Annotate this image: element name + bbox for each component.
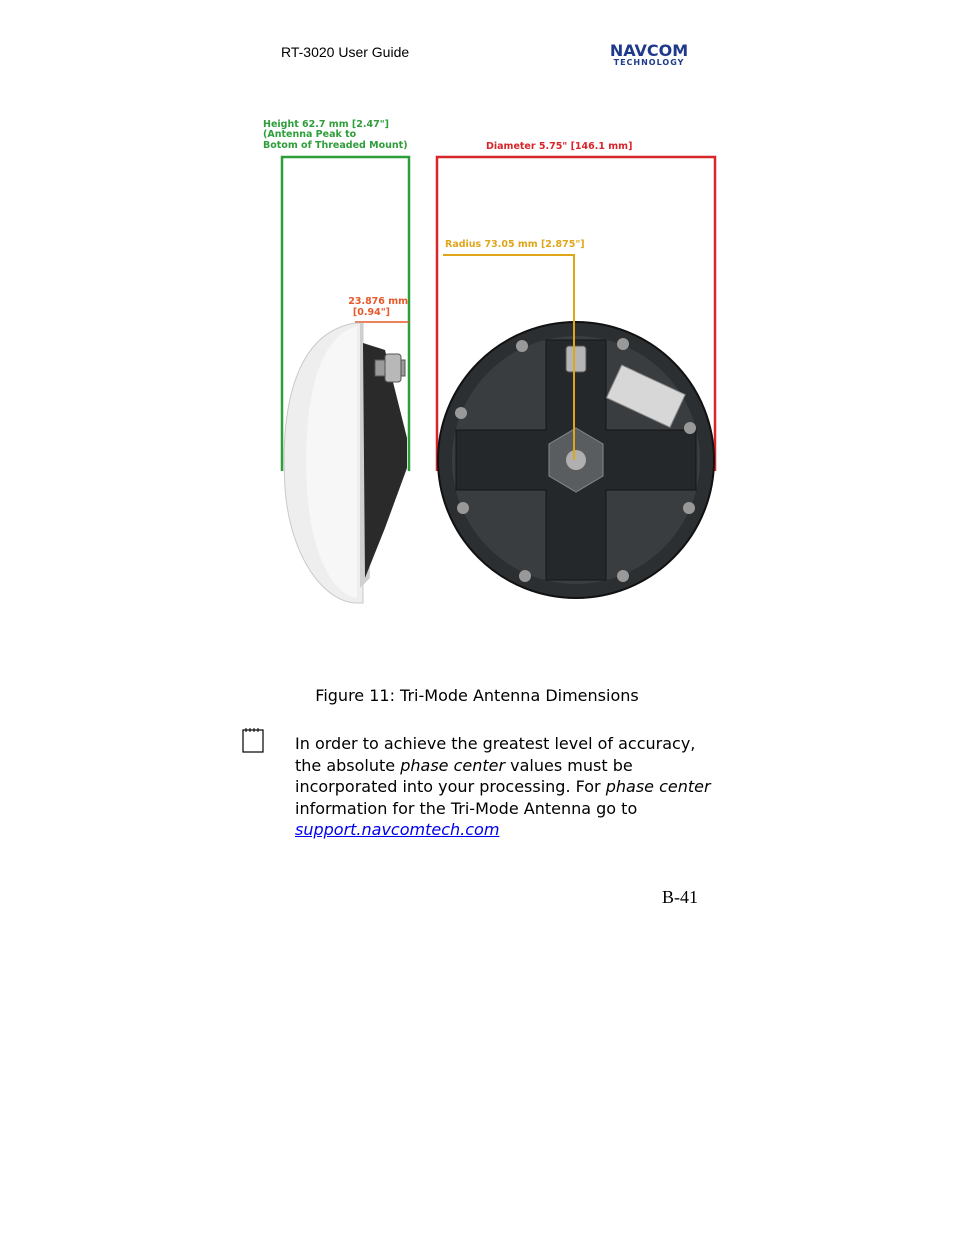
note-emphasis-2: phase center	[605, 777, 711, 796]
diameter-label: Diameter 5.75" [146.1 mm]	[486, 141, 633, 152]
support-link[interactable]: support.navcomtech.com	[295, 820, 500, 839]
antenna-bottom-view	[438, 322, 714, 598]
radius-label: Radius 73.05 mm [2.875"]	[445, 239, 585, 250]
figure-caption: Figure 11: Tri-Mode Antenna Dimensions	[315, 686, 639, 705]
offset-label-line1: 23.876 mm	[348, 296, 408, 307]
note-emphasis-1: phase center	[400, 755, 506, 775]
logo-line1: NAVCOM	[609, 42, 689, 60]
note-pad-icon	[242, 727, 264, 753]
navcom-logo	[588, 42, 710, 66]
height-label-line3: Botom of Threaded Mount)	[263, 140, 408, 151]
offset-label-line2: [0.94"]	[352, 307, 390, 318]
page-number: B-41	[662, 887, 698, 907]
height-label-line1: Height 62.7 mm [2.47"]	[263, 119, 389, 130]
note-text-1: In order to achieve the greatest level of accuracy, the absolute	[295, 734, 696, 775]
antenna-side-view	[284, 323, 407, 603]
antenna-dimensions-figure	[225, 108, 740, 613]
height-label-line2: (Antenna Peak to	[263, 129, 357, 140]
header-title: RT-3020 User Guide	[281, 44, 410, 60]
note-text-2: values must be incorporated into your processing. For	[295, 755, 633, 796]
note-text-3: information for the Tri-Mode Antenna go to	[295, 798, 638, 818]
logo-line2: TECHNOLOGY	[613, 58, 685, 66]
note-paragraph	[295, 733, 725, 841]
